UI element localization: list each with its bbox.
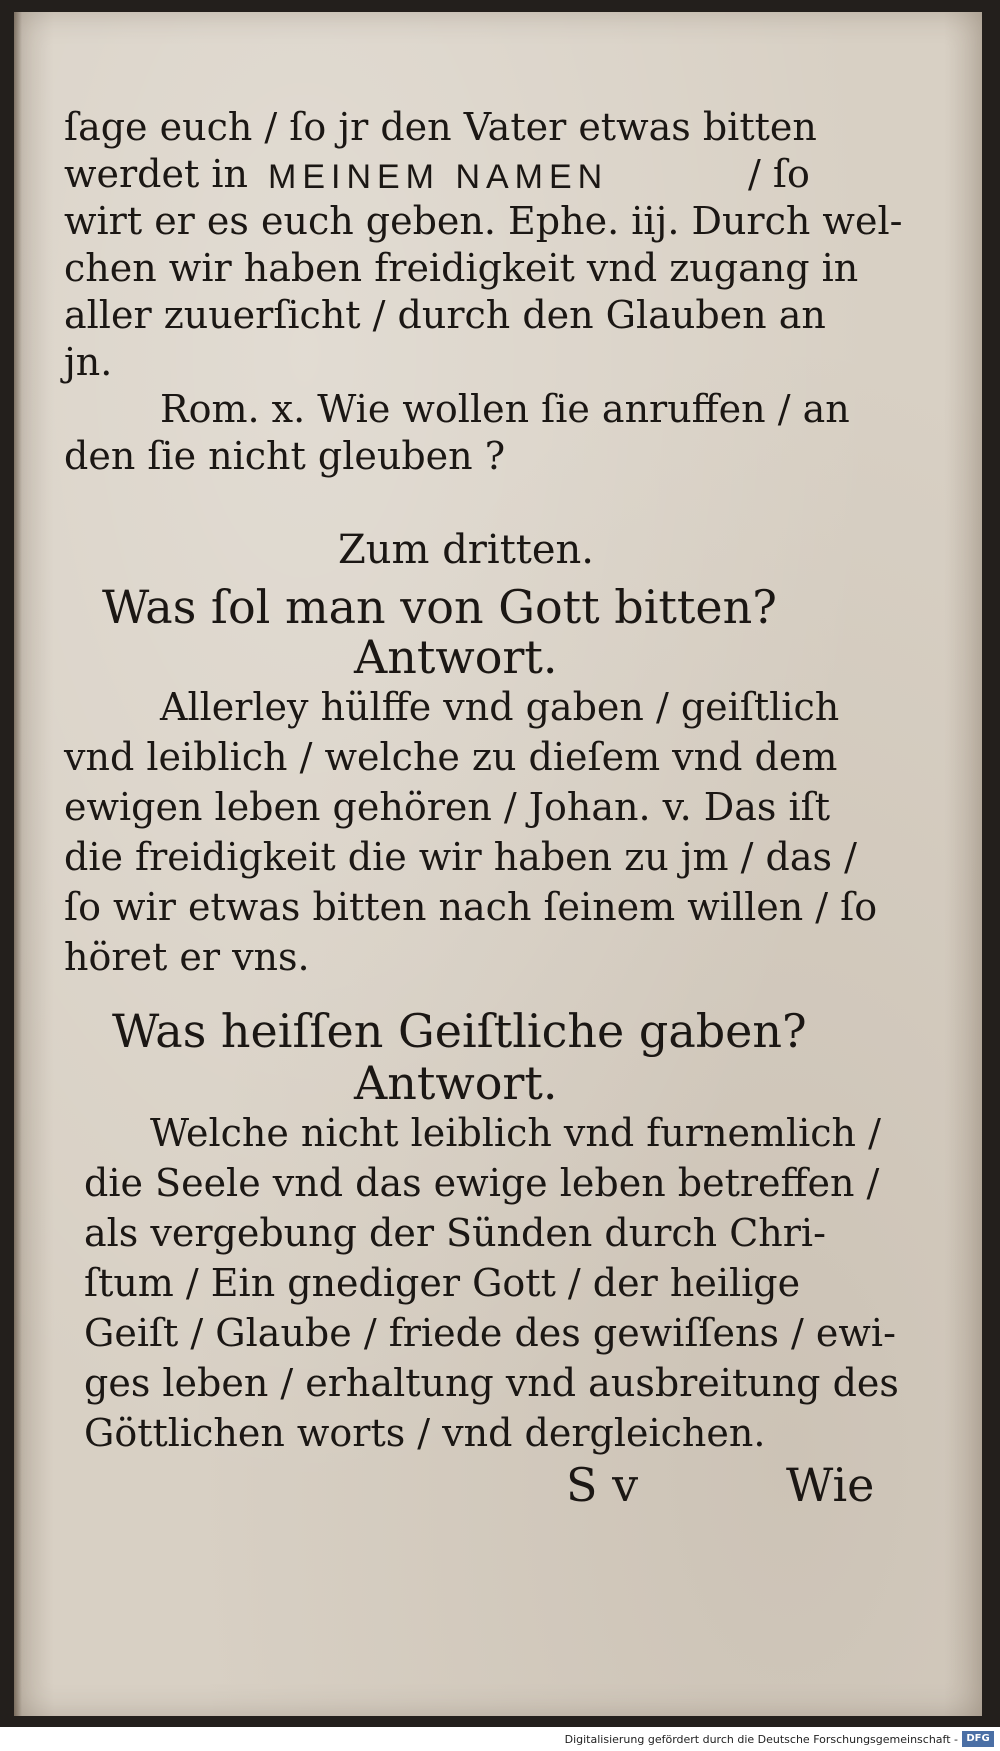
text-line: Geiſt / Glaube / friede des gewiſſens / ewi-	[84, 1311, 896, 1355]
text-line: höret er vns.	[64, 935, 310, 979]
text-line: ſo wir etwas bitten nach ſeinem willen / ſo	[64, 885, 878, 929]
text-line: Allerley hülffe vnd gaben / geiſtlich	[160, 685, 840, 729]
text-line: werdet in	[64, 152, 248, 196]
text-line: aller zuuerſicht / durch den Glauben an	[64, 293, 826, 337]
text-line: chen wir haben freidigkeit vnd zugang in	[64, 246, 859, 290]
text-line: / ſo	[748, 152, 810, 196]
emphasized-text: MEINEM NAMEN	[268, 158, 609, 196]
answer-label: Antwort.	[354, 1056, 558, 1110]
text-line: Göttlichen worts / vnd dergleichen.	[84, 1411, 766, 1455]
signature-mark: S v	[566, 1458, 639, 1512]
answer-label: Antwort.	[354, 630, 558, 684]
section-question: Was ſol man von Gott bitten?	[102, 580, 777, 634]
text-line: jn.	[64, 340, 113, 384]
section-label: Zum dritten.	[338, 527, 595, 573]
text-line: die freidigkeit die wir haben zu jm / das /	[64, 835, 857, 879]
text-line: ſage euch / ſo jr den Vater etwas bitten	[64, 105, 817, 149]
text-line: ſtum / Ein gnediger Gott / der heilige	[84, 1261, 801, 1305]
text-line: als vergebung der Sünden durch Chri-	[84, 1211, 826, 1255]
text-line: Welche nicht leiblich vnd furnemlich /	[150, 1111, 881, 1155]
text-line: Rom. x. Wie wollen ſie anruffen / an	[160, 387, 850, 431]
text-line: ges leben / erhaltung vnd ausbreitung des	[84, 1361, 899, 1405]
dfg-logo: DFG	[962, 1731, 994, 1747]
text-line: ewigen leben gehören / Johan. v. Das iſt	[64, 785, 830, 829]
footer-credit: Digitalisierung gefördert durch die Deutsche Forschungsgemeinschaft -	[564, 1733, 958, 1746]
text-line: vnd leiblich / welche zu dieſem vnd dem	[64, 735, 838, 779]
text-line: wirt er es euch geben. Ephe. iij. Durch wel-	[64, 199, 903, 243]
text-line: den ſie nicht gleuben ?	[64, 434, 506, 478]
catchword: Wie	[786, 1458, 875, 1512]
page-gutter-shadow	[14, 12, 22, 1716]
section-question: Was heiſſen Geiſtliche gaben?	[112, 1004, 807, 1058]
text-line: die Seele vnd das ewige leben betreffen /	[84, 1161, 880, 1205]
